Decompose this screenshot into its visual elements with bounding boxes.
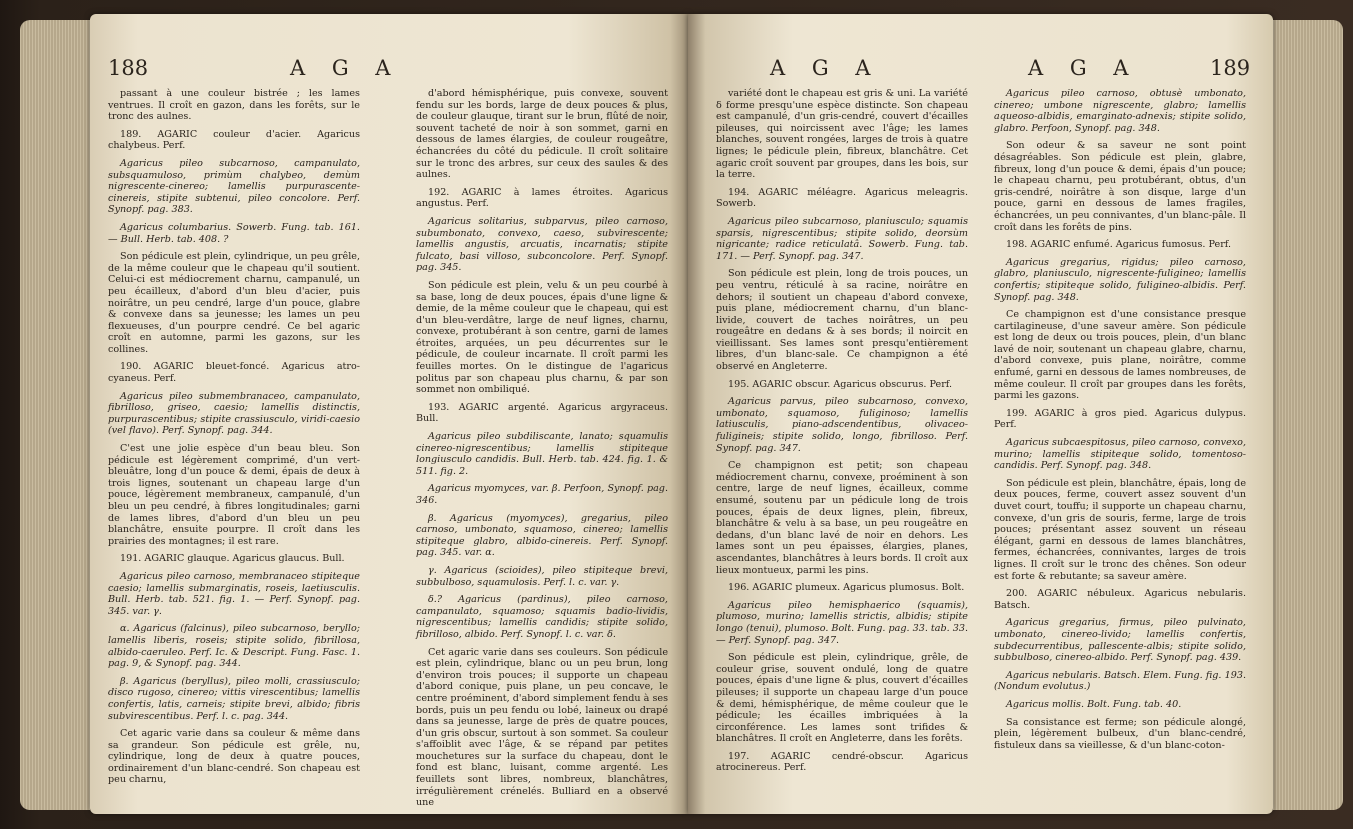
left-page — [90, 14, 688, 814]
left-page-edges — [20, 20, 90, 810]
paragraph: Agaricus pileo carnoso, membranaceo stipiteque caesio; lamellis submarginatis, roseis, laetiusculis. Bull. Herb. tab. 521. fig. 1. — Perf. Synopf. pag. 345. var. γ. — [108, 570, 360, 617]
paragraph: Agaricus myomyces, var. β. Perfoon, Synopf. pag. 346. — [416, 483, 668, 506]
left-column-2 — [416, 88, 668, 814]
paragraph: Son pédicule est plein, blanchâtre, épais, long de deux pouces, ferme, couvert assez souvent d'un duvet court, touffu; il supporte un chapeau charnu, convexe, d'un gris de souris, ferme, large de trois pouces; présentant assez souvent un réseau élégant, garni en dessous de lames blanchâtres, fermes, échancrées, connivantes, larges de trois lignes. Il croît sur le tronc des chênes. Son odeur est forte & rebutante; sa saveur amère. — [994, 477, 1246, 582]
left-column-1 — [108, 88, 360, 792]
right-column-2 — [994, 88, 1246, 757]
paragraph: 189. AGARIC couleur d'acier. Agaricus chalybeus. Perf. — [108, 128, 360, 152]
paragraph: Ce champignon est petit; son chapeau médiocrement charnu, convexe, proéminent à son centre, large de neuf lignes, écailleux, comme ensumé, soutenu par un pédicule long de trois pouces, épais de deux lignes, plein, fibreux, blanchâtre & velu à sa base, un peu rougeâtre en dedans, d'un blanc lavé de noir en dehors. Les lames sont un peu épaisses, élargies, planes, ascendantes, blanchâtres à leurs bords. Il croît aux lieux montueux, parmi les pins. — [716, 460, 968, 576]
right-page-edges — [1273, 20, 1343, 810]
paragraph: 199. AGARIC à gros pied. Agaricus dulypus. Perf. — [994, 407, 1246, 431]
paragraph: d'abord hémisphérique, puis convexe, souvent fendu sur les bords, large de deux pouces & plus, de couleur glauque, tirant sur le brun, flûté de noir, souvent tacheté de noir à son sommet, garni en dessous de lames élargies, de couleur rougeâtre, échancrées du côté du pédicule. Il croît solitaire sur le tronc des arbres, sur ceux des saules & des aulnes. — [416, 88, 668, 181]
paragraph: 194. AGARIC méléagre. Agaricus meleagris. Sowerb. — [716, 186, 968, 210]
right-page — [688, 14, 1273, 814]
paragraph: Agaricus solitarius, subparvus, pileo carnoso, subumbonato, convexo, caeso, subvirescente; lamellis angustis, arcuatis, incarnatis; stipite fulcato, basi villoso, subconcolore. Perf. Synopf. pag. 345. — [416, 215, 668, 274]
paragraph: Agaricus mollis. Bolt. Fung. tab. 40. — [1006, 698, 1182, 710]
paragraph: 193. AGARIC argenté. Agaricus argyraceus. Bull. — [416, 401, 668, 425]
paragraph: Son odeur & sa saveur ne sont point désagréables. Son pédicule est plein, glabre, fibreux, long d'un pouce & demi, épais d'un pouce; le chapeau charnu, peu protubérant, obtus, d'un gris-cendré, noirâtre à son disque, large d'un pouce, garni en dessous de lames fragiles, échancrées, un peu connivantes, d'un blanc-pâle. Il croît dans les forêts de pins. — [994, 140, 1246, 233]
paragraph: Agaricus subcaespitosus, pileo carnoso, convexo, murino; lamellis stipiteque solido, tomentoso-candidis. Perf. Synopf. pag. 348. — [994, 437, 1246, 472]
paragraph: variété dont le chapeau est gris & uni. La variété δ forme presqu'une espèce distincte. Son chapeau est campanulé, d'un gris-cendré, couvert d'écailles pileuses, qui noircissent avec l'âge; les lames blanches, souvent rongées, larges de trois à quatre lignes; le pédicule plein, fibreux, blanchâtre. Cet agaric croît souvent par groupes, dans les bois, sur la terre. — [716, 88, 968, 181]
paragraph: Agaricus pileo hemisphaerico (squamis), plumoso, murino; lamellis strictis, albidis; stipite longo (tenui), plumoso. Bolt. Fung. pag. 33. tab. 33. — Perf. Synopf. pag. 347. — [716, 599, 969, 646]
paragraph: 192. AGARIC à lames étroites. Agaricus angustus. Perf. — [416, 186, 668, 210]
paragraph: Son pédicule est plein, cylindrique, un peu grêle, de la même couleur que le chapeau qu'il soutient. Celui-ci est médiocrement charnu, campanulé, un peu écailleux, d'abord d'un bleu d'acier, puis noirâtre, un peu cendré, large d'un pouce, glabre & convexe dans sa jeunesse; les lames un peu flexueuses, d'un pourpre cendré. Ce bel agaric croît en automne, parmi les gazons, sur les collines. — [108, 251, 360, 355]
paragraph: Agaricus gregarius, firmus, pileo pulvinato, umbonato, cinereo-livido; lamellis confertis, subdecurrentibus, pallescente-albis; stipite solido, subbulboso, cinereo-albido. Perf. Synopf. pag. 439. — [994, 617, 1246, 664]
paragraph: Cet agaric varie dans ses couleurs. Son pédicule est plein, cylindrique, blanc ou un peu brun, long d'environ trois pouces; il supporte un chapeau d'abord conique, puis plane, un peu concave, le centre proéminent, d'abord simplement fendu à ses bords, puis un peu fendu ou lobé, laineux ou drapé dans sa jeunesse, large de près de quatre pouces, d'un gris obscur, surtout à son sommet. Sa couleur s'affoiblit avec l'âge, & se répand par petites mouchetures sur la surface du chapeau, dont le fond est blanc, luisant, comme argenté. Les feuillets sont libres, nombreux, blanchâtres, irrégulièrement crénelés. Bulliard en a observé une — [416, 646, 668, 809]
paragraph: Son pédicule est plein, long de trois pouces, un peu ventru, réticulé à sa racine, noirâtre en dehors; il soutient un chapeau d'abord convexe, puis plane, médiocrement charnu, d'un blanc-livide, couvert de taches noirâtres, un peu rougeâtre en dedans & à ses bords; il noircit en vieillissant. Ses lames sont presqu'entièrement libres, d'un blanc-sale. Ce champignon a été observé en Angleterre. — [716, 268, 968, 373]
paragraph: δ.? Agaricus (pardinus), pileo carnoso, campanulato, squamoso; squamis badio-lividis, nigrescentibus; lamellis candidis; stipite solido, fibrilloso, albido. Perf. Synopf. l. c. var. δ. — [416, 594, 668, 640]
right-column-1 — [716, 88, 968, 780]
left-page-number: 188 — [108, 56, 149, 80]
paragraph: 196. AGARIC plumeux. Agaricus plumosus. Bolt. — [728, 582, 965, 594]
paragraph: Son pédicule est plein, cylindrique, grêle, de couleur grise, souvent ondulé, long de quatre pouces, épais d'une ligne & plus, couvert d'écailles pileuses; il supporte un chapeau large d'un pouce & demi, hémisphérique, de même couleur que le pédicule; les écailles imbriquées à la circonférence. Les lames sont trifides & blanchâtres. Il croît en Angleterre, dans les forêts. — [716, 652, 968, 745]
paragraph: Ce champignon est d'une consistance presque cartilagineuse, d'une saveur amère. Son pédicule est long de deux ou trois pouces, plein, d'un blanc lavé de noir, soutenant un chapeau glabre, charnu, d'abord convexe, puis plane, noirâtre, comme enfumé, garni en dessous de lames nombreuses, de même couleur. Il croît par groupes dans les forêts, parmi les gazons. — [994, 309, 1246, 402]
paragraph: Agaricus nebularis. Batsch. Elem. Fung. fig. 193. (Nondum evolutus.) — [994, 669, 1246, 693]
paragraph: 191. AGARIC glauque. Agaricus glaucus. Bull. — [120, 553, 345, 565]
paragraph: 198. AGARIC enfumé. Agaricus fumosus. Perf. — [1006, 239, 1232, 251]
left-running-head: A G A — [290, 56, 401, 80]
paragraph: Agaricus pileo subcarnoso, planiusculo; squamis sparsis, nigrescentibus; stipite solido, deorsùm nigricante; radice reticulatâ. Sowerb. Fung. tab. 171. — Perf. Synopf. pag. 347. — [716, 215, 968, 262]
paragraph: Cet agaric varie dans sa couleur & même dans sa grandeur. Son pédicule est grêle, nu, cylindrique, long de deux à quatre pouces, ordinairement d'un blanc-cendré. Son chapeau est peu charnu, — [108, 728, 360, 786]
right-page-number: 189 — [1210, 56, 1251, 80]
paragraph: 195. AGARIC obscur. Agaricus obscurus. Perf. — [728, 378, 953, 390]
paragraph: β. Agaricus (myomyces), gregarius, pileo carnoso, umbonato, squamoso, cinereo; lamellis stipiteque glabro, albido-cinereis. Perf. Synopf. pag. 345. var. α. — [416, 512, 668, 559]
paragraph: Sa consistance est ferme; son pédicule alongé, plein, légèrement bulbeux, d'un blanc-cendré, fistuleux dans sa vieillesse, & d'un blanc-coton- — [994, 716, 1246, 751]
paragraph: Agaricus columbarius. Sowerb. Fung. tab. 161. — Bull. Herb. tab. 408. ? — [108, 221, 360, 245]
paragraph: γ. Agaricus (scioides), pileo stipiteque brevi, subbulboso, squamulosis. Perf. l. c. var. γ. — [416, 564, 668, 588]
paragraph: α. Agaricus (falcinus), pileo subcarnoso, beryllo; lamellis liberis, roseis; stipite solido, fibrillosa, albido-caeruleo. Perf. Ic. & Descript. Fung. Fasc. 1. pag. 9, & Synopf. pag. 344. — [108, 623, 360, 670]
paragraph: Agaricus gregarius, rigidus; pileo carnoso, glabro, planiusculo, nigrescente-fuligineo; lamellis confertis; stipiteque solido, fuligineo-albidis. Perf. Synopf. pag. 348. — [994, 256, 1246, 303]
paragraph: Agaricus parvus, pileo subcarnoso, convexo, umbonato, squamoso, fuliginoso; lamellis latiusculis, piano-adscendentibus, olivaceo-fuligineis; stipite solido, longo, fibrilloso. Perf. Synopf. pag. 347. — [716, 396, 968, 454]
paragraph: Son pédicule est plein, velu & un peu courbé à sa base, long de deux pouces, épais d'une ligne & demie, de la même couleur que le chapeau, qui est d'un bleu-verdâtre, large de neuf lignes, charnu, convexe, protubérant à son centre, garni de lames étroites, arquées, un peu décurrentes sur le pédicule, de couleur incarnate. Il croît parmi les feuilles mortes. On le distingue de l'agaricus politus par son chapeau plus charnu, & par son sommet non ombiliqué. — [416, 279, 668, 396]
paragraph: passant à une couleur bistrée ; les lames ventrues. Il croît en gazon, dans les forêts, sur le tronc des aulnes. — [108, 88, 360, 123]
right-running-head-1: A G A — [770, 56, 881, 80]
paragraph: 197. AGARIC cendré-obscur. Agaricus atrocinereus. Perf. — [716, 750, 968, 774]
paragraph: Agaricus pileo subcarnoso, campanulato, subsquamuloso, primùm chalybeo, demùm nigrescente-cinereo; lamellis purpurascente-cinereis, stipite subtenui, pileo concolore. Perf. Synopf. pag. 383. — [108, 157, 360, 216]
paragraph: C'est une jolie espèce d'un beau bleu. Son pédicule est légèrement comprimé, d'un vert-bleuâtre, long d'un pouce & demi, épais de deux à trois lignes, soutenant un chapeau large d'un pouce, légèrement membraneux, campanulé, d'un bleu un peu cendré, à fibres longitudinales; garni de lames libres, d'abord d'un bleu un peu blanchâtre, ensuite pourpre. Il croît dans les prairies des montagnes; il est rare. — [108, 443, 360, 547]
paragraph: 190. AGARIC bleuet-foncé. Agaricus atro-cyaneus. Perf. — [108, 361, 360, 385]
paragraph: Agaricus pileo subdiliscante, lanato; squamulis cinereo-nigrescentibus; lamellis stipiteque longiusculo candidis. Bull. Herb. tab. 424. fig. 1. & 511. fig. 2. — [416, 431, 668, 477]
paragraph: 200. AGARIC nébuleux. Agaricus nebularis. Batsch. — [994, 588, 1246, 611]
paragraph: β. Agaricus (beryllus), pileo molli, crassiusculo; disco rugoso, cinereo; vittis virescentibus; lamellis confertis, latis, carneis; stipite brevi, albido; fibris subvirescentibus. Perf. l. c. pag. 344. — [108, 675, 360, 722]
paragraph: Agaricus pileo submembranaceo, campanulato, fibrilloso, griseo, caesio; lamellis distinctis, purpurascentibus; stipite crassiusculo, viridi-caesio (vel flavo). Perf. Synopf. pag. 344. — [108, 390, 360, 437]
right-running-head-2: A G A — [1028, 56, 1139, 80]
paragraph: Agaricus pileo carnoso, obtusè umbonato, cinereo; umbone nigrescente, glabro; lamellis aqueoso-albidis, emarginato-adnexis; stipite solido, glabro. Perfoon, Synopf. pag. 348. — [994, 88, 1246, 134]
